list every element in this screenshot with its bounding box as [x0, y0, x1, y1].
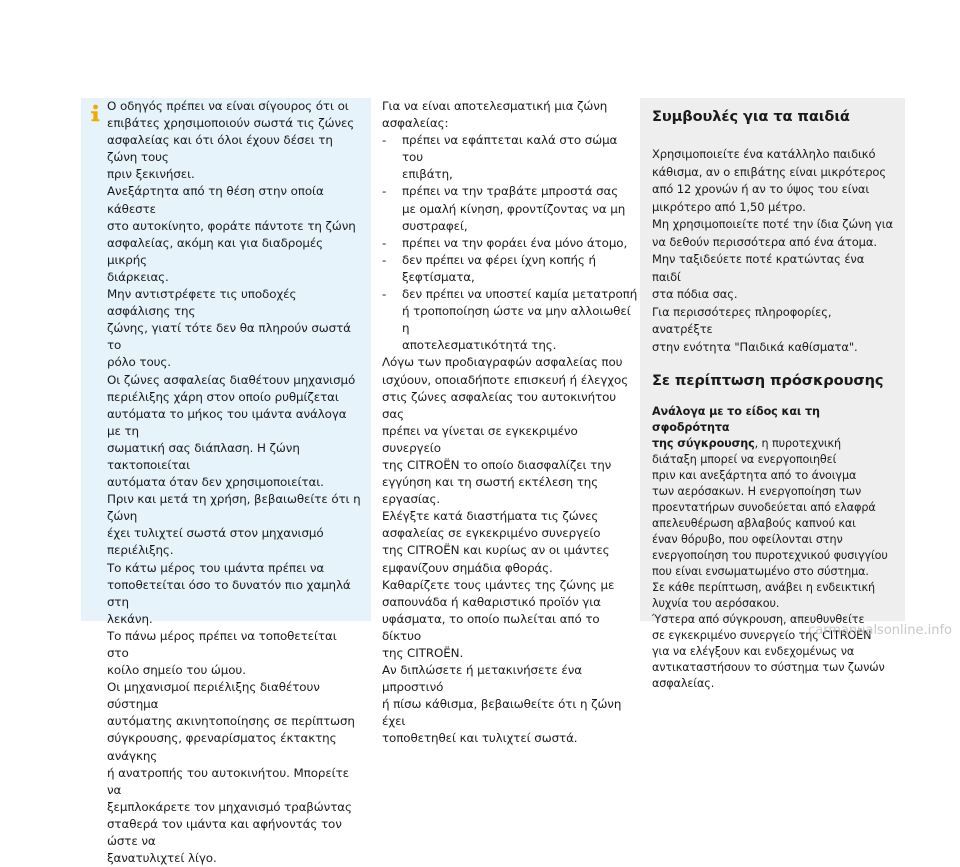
- info-text: [107, 98, 361, 867]
- collision-text: [652, 404, 895, 692]
- text-line: Ύστερα από σύγκρουση, απευθυνθείτε: [652, 613, 865, 626]
- text-line: Για να είναι αποτελεσματική μια ζώνη: [382, 99, 608, 113]
- collision-continuation: , η πυροτεχνική: [754, 437, 842, 450]
- text-line: ασφαλείας σε εγκεκριμένο συνεργείο: [382, 526, 601, 541]
- text-line: ή τροποποίηση ώστε να μην αλλοιωθεί η: [402, 304, 631, 336]
- text-line: έναν θόρυβο, που οφείλονται στην: [652, 533, 843, 546]
- text-line: ασφαλείας:: [382, 116, 449, 131]
- text-line: Ελέγξτε κατά διαστήματα τις ζώνες: [382, 509, 599, 524]
- text-line: αποτελεσματικότητά της.: [402, 338, 557, 353]
- text-line: Ανεξάρτητα από τη θέση στην οποία κάθεστε: [107, 184, 324, 216]
- text-line: τοποθετηθεί και τυλιχτεί σωστά.: [382, 731, 578, 746]
- text-line: Λόγω των προδιαγραφών ασφαλείας που: [382, 355, 623, 370]
- text-line: Οι μηχανισμοί περιέλιξης διαθέτουν σύστημα: [107, 680, 320, 712]
- collision-heading: Σε περίπτωση πρόσκρουσης: [652, 372, 884, 389]
- text-line: που είναι ενσωματωμένο στο σύστημα.: [652, 565, 869, 578]
- text-line: λυχνία του αερόσακου.: [652, 597, 780, 610]
- text-line: στο αυτοκίνητο, φοράτε πάντοτε τη ζώνη: [107, 218, 356, 233]
- text-line: υφάσματα, το οποίο πωλείται από το δίκτυο: [382, 611, 600, 643]
- text-line: - πρέπει να εφάπτεται καλά στο σώμα του: [402, 133, 618, 165]
- text-line: επιβάτες χρησιμοποιούν σωστά τις ζώνες: [107, 116, 355, 131]
- text-line: ασφαλείας και ότι όλοι έχουν δέσει τη ζώνη τους: [107, 133, 333, 165]
- text-line: λεκάνη.: [107, 611, 153, 626]
- text-line: - πρέπει να την τραβάτε μπροστά σας: [402, 184, 619, 199]
- text-line: να δεθούν περισσότερα από ένα άτομα.: [652, 234, 877, 249]
- effectiveness-intro: [382, 98, 640, 132]
- text-line: της CITROËN το οποίο διασφαλίζει την: [382, 457, 612, 472]
- text-line: στα πόδια σας.: [652, 287, 738, 301]
- text-line: με ομαλή κίνηση, φροντίζοντας να μη: [402, 201, 626, 216]
- text-line: σύγκρουσης, φρεναρίσματος έκτακτης ανάγκης: [107, 731, 337, 763]
- text-line: πριν ξεκινήσει.: [107, 167, 195, 182]
- text-line: Οι ζώνες ασφαλείας διαθέτουν μηχανισμό: [107, 372, 356, 387]
- children-advice-text: [652, 146, 895, 356]
- text-line: ξεμπλοκάρετε τον μηχανισμό τραβώντας: [107, 799, 352, 814]
- text-line: Πριν και μετά τη χρήση, βεβαιωθείτε ότι η ζώνη: [107, 492, 361, 524]
- text-line: κοίλο σημείο του ώμου.: [107, 663, 246, 678]
- text-line: Μην ταξιδεύετε ποτέ κρατώντας ένα παιδί: [652, 252, 865, 284]
- text-line: πριν και ανεξάρτητα από το άνοιγμα: [652, 469, 857, 482]
- info-box: [81, 98, 371, 866]
- list-item: [382, 132, 640, 183]
- text-line: κάθισμα, αν ο επιβάτης είναι μικρότερος: [652, 164, 887, 179]
- text-line: Μην αντιστρέφετε τις υποδοχές ασφάλισης της: [107, 287, 297, 319]
- text-line: ενεργοποίηση του πυροτεχνικού φυσιγγίου: [652, 549, 888, 562]
- text-line: αυτόματα όταν δεν χρησιμοποιείται.: [107, 475, 324, 490]
- text-line: Το πάνω μέρος πρέπει να τοποθετείται στο: [107, 628, 337, 660]
- text-line: έχει τυλιχτεί σωστά στον μηχανισμό περιέλιξης.: [107, 526, 324, 558]
- text-line: ισχύουν, οποιαδήποτε επισκευή ή έλεγχος: [382, 372, 629, 387]
- text-line: ρόλο τους.: [107, 355, 171, 370]
- info-icon: [87, 104, 103, 122]
- text-line: ασφαλείας, ακόμη και για διαδρομές μικρής: [107, 235, 324, 267]
- text-line: για να ελέγξουν και ενδεχομένως να: [652, 645, 855, 658]
- text-line: Μη χρησιμοποιείτε ποτέ την ίδια ζώνη για: [652, 217, 894, 231]
- collision-body: [652, 452, 895, 692]
- text-line: Καθαρίζετε τους ιμάντες της ζώνης με: [382, 577, 615, 592]
- text-line: ξεφτίσματα,: [402, 269, 475, 284]
- text-line: της CITROËN και κυρίως αν οι ιμάντες: [382, 543, 610, 558]
- list-item: [382, 252, 640, 286]
- list-item: [382, 286, 640, 354]
- text-line: σωματική σας διάπλαση. Η ζώνη τακτοποιείται: [107, 440, 300, 472]
- text-line: στις ζώνες ασφαλείας του αυτοκινήτου σας: [382, 389, 617, 421]
- text-line: Ο οδηγός πρέπει να είναι σίγουρος ότι οι: [107, 99, 349, 113]
- collision-bold-span: της σύγκρουσης: [652, 437, 755, 450]
- text-line: διάταξη μπορεί να ενεργοποιηθεί: [652, 453, 837, 466]
- text-line: - δεν πρέπει να φέρει ίχνη κοπής ή: [402, 252, 596, 267]
- text-line: Για περισσότερες πληροφορίες, ανατρέξτε: [652, 304, 832, 336]
- text-line: των αερόσακων. Η ενεργοποίηση των: [652, 485, 862, 498]
- text-line: πρέπει να γίνεται σε εγκεκριμένο συνεργείο: [382, 423, 578, 455]
- text-line: εγγύηση και τη σωστή εκτέλεση της εργασίας.: [382, 475, 599, 507]
- text-line: απελευθέρωση αβλαβούς καπνού και: [652, 517, 856, 530]
- text-line: - πρέπει να την φοράει ένα μόνο άτομο,: [402, 235, 628, 250]
- text-line: αυτόματης ακινητοποίησης σε περίπτωση: [107, 714, 355, 729]
- text-line: εμφανίζουν σημάδια φθοράς.: [382, 560, 553, 575]
- effectiveness-list: [382, 132, 640, 354]
- maintenance-text: [382, 354, 640, 747]
- text-line: ή ανατροπής του αυτοκινήτου. Μπορείτε να: [107, 765, 349, 797]
- text-line: ή πίσω κάθισμα, βεβαιωθείτε ότι η ζώνη έχει: [382, 697, 622, 729]
- text-line: αυτόματα το μήκος του ιμάντα ανάλογα με τη: [107, 406, 347, 438]
- text-line: Σε κάθε περίπτωση, ανάβει η ενδεικτική: [652, 581, 876, 594]
- text-line: σταθερά τον ιμάντα και αφήνοντάς τον ώστε να: [107, 816, 342, 849]
- children-advice-heading: Συμβουλές για τα παιδιά: [652, 108, 850, 125]
- text-line: προεντατήρων συνοδεύεται από ελαφρά: [652, 501, 876, 514]
- text-line: σαπουνάδα ή καθαριστικό προϊόν για: [382, 594, 601, 609]
- text-line: αντικαταστήσουν το σύστημα των ζωνών: [652, 661, 885, 674]
- text-line: Χρησιμοποιείτε ένα κατάλληλο παιδικό: [652, 147, 876, 161]
- text-line: επιβάτη,: [402, 167, 453, 182]
- list-item: [382, 183, 640, 234]
- collision-bold-line: Ανάλογα με το είδος και τη σφοδρότητα: [652, 405, 820, 434]
- text-line: μικρότερο από 1,50 μέτρο.: [652, 199, 806, 214]
- text-line: περιέλιξης χάρη στον οποίο ρυθμίζεται: [107, 389, 339, 404]
- text-line: Το κάτω μέρος του ιμάντα πρέπει να: [107, 560, 325, 575]
- text-line: συστραφεί,: [402, 218, 468, 233]
- text-line: - δεν πρέπει να υποστεί καμία μετατροπή: [402, 287, 638, 302]
- text-line: τοποθετείται όσο το δυνατόν πιο χαμηλά στη: [107, 577, 351, 609]
- text-line: στην ενότητα "Παιδικά καθίσματα".: [652, 339, 858, 354]
- text-line: ξανατυλιχτεί λίγο.: [107, 851, 217, 866]
- text-line: διάρκειας.: [107, 269, 169, 284]
- text-line: ζώνης, γιατί τότε δεν θα πληρούν σωστά το: [107, 321, 351, 353]
- text-line: από 12 χρονών ή αν το ύψος του είναι: [652, 182, 870, 196]
- text-line: ασφαλείας.: [652, 677, 715, 690]
- list-item: [382, 235, 640, 252]
- belt-effectiveness-section: [382, 98, 640, 748]
- watermark: carmanualsonline.info: [808, 623, 952, 638]
- text-line: της CITROËN.: [382, 646, 464, 660]
- text-line: σε εγκεκριμένο συνεργείο της CITROËN: [652, 629, 872, 642]
- text-line: Αν διπλώσετε ή μετακινήσετε ένα μπροστινό: [382, 663, 582, 695]
